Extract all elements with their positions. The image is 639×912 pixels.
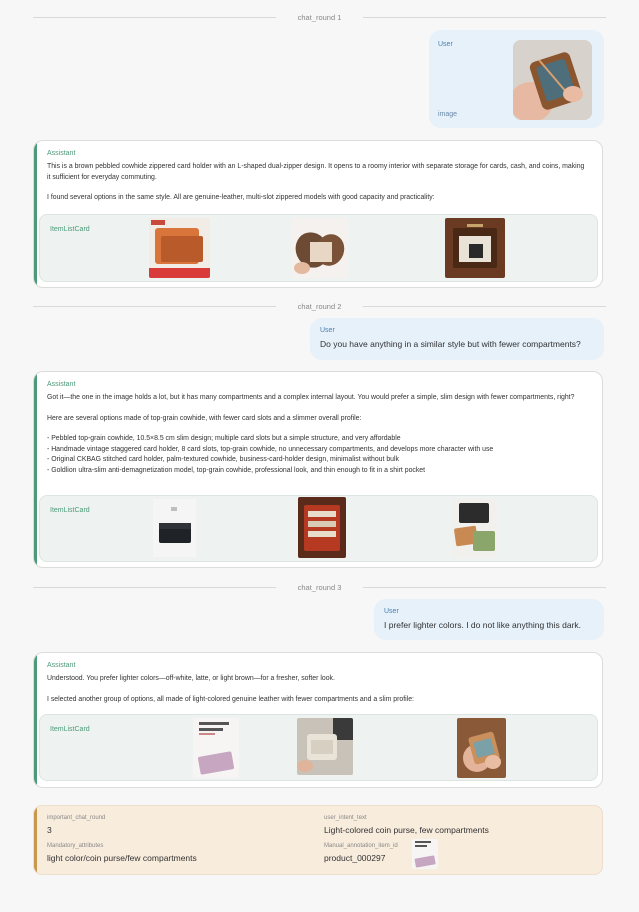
round-label: chat_round 3: [297, 582, 342, 592]
user-role-label: User: [320, 327, 335, 334]
product-thumbnail[interactable]: [457, 718, 506, 778]
mandatory-attributes-key: Mandatory_attributes: [47, 843, 104, 849]
assistant-message-text: [47, 162, 588, 204]
round-divider: [33, 11, 606, 23]
round-divider: [33, 581, 606, 593]
product-thumbnail[interactable]: [298, 497, 346, 558]
assistant-paragraph: Understood. You prefer lighter colors—off-white, latte, or light brown—for a fresher, softer look.: [47, 675, 335, 682]
important-chat-round-key: important_chat_round: [47, 815, 106, 821]
user-role-label: User: [438, 41, 453, 48]
user-message-bubble: [310, 318, 604, 360]
annotation-summary-card: [33, 805, 603, 875]
product-thumbnail[interactable]: [453, 499, 497, 558]
assistant-paragraph: I found several options in the same style. All are genuine-leather, multi-slot zippered models with good capacity and practicality:: [47, 194, 435, 201]
product-thumbnail[interactable]: [149, 218, 210, 278]
user-role-label: User: [384, 608, 399, 615]
item-list-label: ItemListCard: [50, 226, 90, 233]
user-intent-key: user_intent_text: [324, 815, 367, 821]
product-thumbnail[interactable]: [292, 218, 348, 278]
item-list-card: [39, 714, 598, 781]
assistant-message-card: [33, 371, 603, 568]
important-chat-round-value: 3: [47, 825, 52, 835]
item-list-label: ItemListCard: [50, 726, 90, 733]
assistant-paragraph: I selected another group of options, all made of light-colored genuine leather with fewer compartments and a slim profile:: [47, 695, 414, 703]
user-message-text: Do you have anything in a similar style but with fewer compartments?: [320, 339, 581, 349]
round-divider: [33, 300, 606, 312]
image-attachment-label: image: [438, 111, 458, 118]
item-list-card: [39, 214, 598, 282]
assistant-message-card: [33, 652, 603, 788]
assistant-role-label: Assistant: [47, 150, 76, 157]
user-message-bubble: [429, 30, 604, 128]
assistant-bullet-list: - Pebbled top-grain cowhide, 10.5×8.5 cm slim design; multiple card slots but a simple structure, and very affordable - Handmade vintage staggered card holder, 8 card slots, top-grain cowhide, no unnecessary compartments, and develops more character with use - Original CKBAG stitched card holder, palm-textured cowhide, business-card-holder design, minimalist without bulk - Goldlion ultra-slim anti-demagnetization model, top-grain cowhide, professional look, and thin enough to fit in a shirt pocket: [47, 435, 494, 474]
user-uploaded-image[interactable]: [513, 40, 592, 120]
mandatory-attributes-value: light color/coin purse/few compartments: [47, 853, 197, 863]
product-thumbnail[interactable]: [445, 218, 505, 278]
assistant-role-label: Assistant: [47, 381, 76, 388]
annotation-item-id-key: Manual_annotation_item_id: [324, 843, 398, 849]
assistant-message-text: [47, 393, 588, 476]
assistant-message-card: [33, 140, 603, 288]
assistant-paragraph: This is a brown pebbled cowhide zippered card holder with an L-shaped dual-zipper design. It opens to a roomy interior with separate storage for cards, cash, and coins, making it sufficient for everyday commuting.: [47, 163, 587, 181]
item-list-label: ItemListCard: [50, 507, 90, 514]
product-thumbnail[interactable]: [153, 499, 196, 557]
assistant-message-text: [47, 674, 588, 705]
round-label: chat_round 1: [297, 12, 342, 22]
annotated-product-thumbnail[interactable]: [412, 839, 438, 869]
assistant-paragraph: Here are several options made of top-grain cowhide, with fewer card slots and a slimmer overall profile:: [47, 414, 362, 422]
round-label: chat_round 2: [297, 301, 342, 311]
user-message-text: I prefer lighter colors. I do not like anything this dark.: [384, 620, 582, 630]
annotation-item-id-value: product_000297: [324, 853, 386, 863]
assistant-paragraph: Got it—the one in the image holds a lot, but it has many compartments and a complex internal layout. You would prefer a simple, slim design with fewer compartments, right?: [47, 394, 575, 401]
user-intent-value: Light-colored coin purse, few compartments: [324, 825, 489, 835]
assistant-role-label: Assistant: [47, 662, 76, 669]
user-message-bubble: [374, 599, 604, 640]
product-thumbnail[interactable]: [193, 718, 239, 778]
item-list-card: [39, 495, 598, 562]
product-thumbnail[interactable]: [297, 718, 353, 775]
